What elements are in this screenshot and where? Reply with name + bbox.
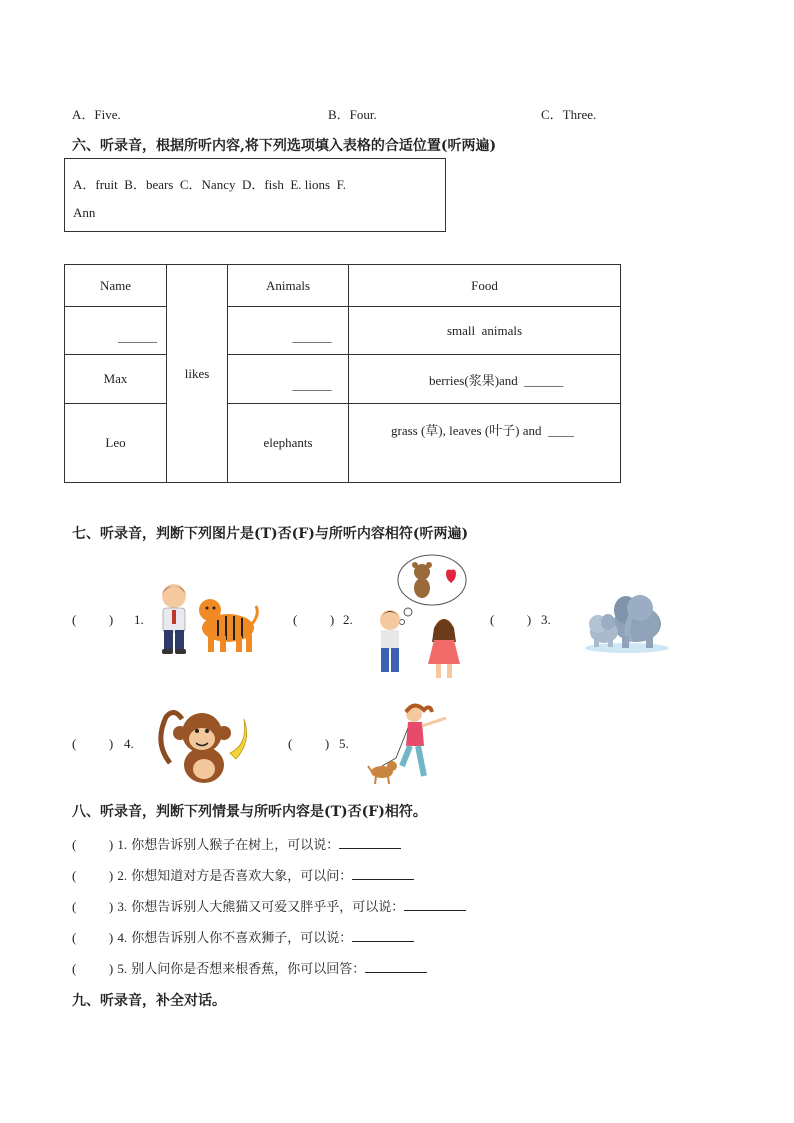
- s7-item3-num: 3.: [541, 612, 551, 627]
- row2-name: Max: [65, 355, 167, 404]
- big-elephant-icon: [613, 595, 661, 648]
- tiger-icon: [199, 599, 257, 652]
- section7-title: 七、听录音，判断下列图片是(T)否(F)与所听内容相符(听两遍): [72, 526, 469, 542]
- s7-item4-paren[interactable]: ( ): [72, 736, 114, 751]
- s7-item2-num: 2.: [343, 612, 353, 627]
- s7-item1-paren[interactable]: ( ): [72, 612, 114, 627]
- boy-and-tiger-image: [152, 580, 260, 660]
- row2-food-text: berries(浆果)and ______: [429, 372, 564, 388]
- likes-cell: likes: [167, 265, 228, 483]
- s8-item5-blank[interactable]: [365, 960, 427, 973]
- s8-item4-blank[interactable]: [352, 929, 414, 942]
- s8-item4-num: 4.: [117, 930, 128, 945]
- row2-animal-blank: ______: [292, 377, 332, 392]
- choices-box: [64, 158, 446, 232]
- row3-animal: elephants: [228, 404, 349, 483]
- choices-line-1: A．fruit B．bears C．Nancy D．fish E. lions F.: [73, 177, 347, 192]
- section8-title: 八、听录音，判断下列情景与所听内容是(T)否(F)相符。: [72, 804, 427, 820]
- s8-item5-num: 5.: [117, 961, 128, 976]
- option-c: C．Three.: [541, 107, 597, 122]
- row1-animal-blank: ______: [292, 328, 332, 344]
- s8-item2-paren[interactable]: ( ): [72, 868, 114, 883]
- s7-item5-paren[interactable]: ( ): [288, 736, 330, 751]
- s8-item-5: [72, 958, 427, 977]
- baby-elephant-icon: [589, 614, 618, 647]
- s8-item4-text: 你想告诉别人你不喜欢狮子，可以说：: [131, 931, 353, 946]
- s8-item3-paren[interactable]: ( ): [72, 899, 114, 914]
- boy-icon: [162, 584, 186, 654]
- fill-table: [64, 264, 621, 483]
- girl-walking-dog-image: [366, 700, 458, 786]
- s8-item1-blank[interactable]: [339, 836, 401, 849]
- s7-item4-num: 4.: [124, 736, 134, 751]
- s8-item1-paren[interactable]: ( ): [72, 837, 114, 852]
- header-name: Name: [65, 265, 167, 307]
- row3-food: [349, 404, 621, 483]
- header-animals: Animals: [228, 265, 349, 307]
- row1-name: [65, 307, 167, 355]
- s8-item5-paren[interactable]: ( ): [72, 961, 114, 976]
- girl-icon: [428, 619, 460, 678]
- s8-item-2: [72, 865, 414, 884]
- boy-icon: [380, 610, 400, 672]
- s7-item3-paren[interactable]: ( ): [490, 612, 532, 627]
- s8-item2-num: 2.: [117, 868, 128, 883]
- thought-bubble-icon: [398, 555, 466, 625]
- monkey-banana-image: [152, 703, 256, 787]
- s8-item1-text: 你想告诉别人猴子在树上，可以说：: [131, 838, 340, 853]
- s8-item-4: [72, 927, 414, 946]
- s8-item3-text: 你想告诉别人大熊猫又可爱又胖乎乎，可以说：: [131, 900, 405, 915]
- s8-item2-blank[interactable]: [352, 867, 414, 880]
- row3-name: Leo: [65, 404, 167, 483]
- choices-line-2: Ann: [73, 205, 96, 220]
- row3-food-text: grass (草), leaves (叶子) and ____: [391, 423, 575, 438]
- s8-item2-text: 你想知道对方是否喜欢大象，可以问：: [131, 869, 353, 884]
- section9-title: 九、听录音，补全对话。: [72, 993, 226, 1009]
- option-b: B．Four.: [328, 107, 377, 122]
- row2-animal: [228, 355, 349, 404]
- banana-icon: [230, 719, 247, 759]
- s7-item5-num: 5.: [339, 736, 349, 751]
- elephants-image: [582, 584, 672, 656]
- s8-item-1: [72, 834, 401, 853]
- s7-item2-paren[interactable]: ( ): [293, 612, 335, 627]
- section6-title: 六、听录音，根据所听内容,将下列选项填入表格的合适位置(听两遍): [72, 138, 497, 154]
- row1-animal: [228, 307, 349, 355]
- s8-item4-paren[interactable]: ( ): [72, 930, 114, 945]
- s8-item3-num: 3.: [117, 899, 128, 914]
- s8-item3-blank[interactable]: [404, 898, 466, 911]
- monkey-icon: [161, 712, 231, 783]
- girl-icon: [402, 705, 446, 776]
- row1-name-blank: ______: [118, 328, 157, 344]
- row2-food: [349, 355, 621, 404]
- s8-item-3: [72, 896, 466, 915]
- s8-item1-num: 1.: [117, 837, 128, 852]
- s7-item1-num: 1.: [134, 612, 144, 627]
- s8-item5-text: 别人问你是否想来根香蕉，你可以回答：: [131, 962, 366, 977]
- header-food: Food: [349, 265, 621, 307]
- option-a: A．Five.: [72, 107, 121, 122]
- dog-icon: [368, 761, 397, 784]
- boy-girl-bear-image: [372, 552, 468, 682]
- row1-food: small animals: [349, 307, 621, 355]
